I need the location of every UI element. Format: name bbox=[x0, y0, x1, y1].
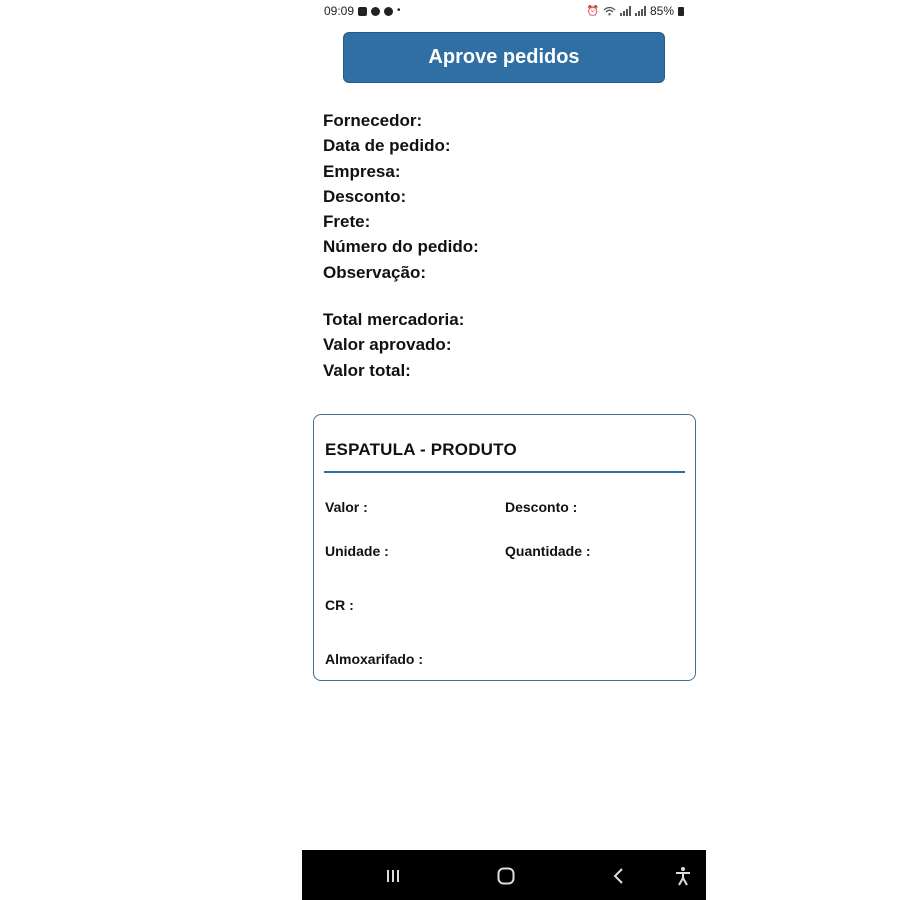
home-icon bbox=[496, 867, 516, 885]
recent-apps-button[interactable] bbox=[380, 864, 406, 888]
field-data-pedido: Data de pedido: bbox=[323, 136, 451, 156]
product-almoxarifado-label: Almoxarifado : bbox=[325, 651, 424, 667]
product-quantidade-label: Quantidade : bbox=[505, 543, 591, 559]
spacer bbox=[323, 285, 479, 307]
accessibility-icon bbox=[674, 866, 692, 886]
status-time: 09:09 bbox=[324, 4, 355, 18]
battery-icon bbox=[678, 7, 684, 16]
approve-orders-label: Aprove pedidos bbox=[428, 46, 580, 68]
gallery-icon bbox=[358, 7, 367, 16]
field-empresa: Empresa: bbox=[323, 161, 401, 181]
product-desconto-label: Desconto : bbox=[505, 499, 578, 515]
back-button[interactable] bbox=[606, 864, 632, 888]
product-unidade-label: Unidade : bbox=[325, 543, 389, 559]
field-valor-total: Valor total: bbox=[323, 360, 411, 380]
back-icon bbox=[611, 867, 627, 885]
home-button[interactable] bbox=[493, 864, 519, 888]
approve-orders-button[interactable] bbox=[343, 32, 665, 83]
field-valor-aprovado: Valor aprovado: bbox=[323, 335, 452, 355]
recent-apps-icon bbox=[384, 868, 402, 884]
dot-icon: • bbox=[397, 5, 401, 16]
field-observacao: Observação: bbox=[323, 262, 426, 282]
order-details bbox=[323, 108, 479, 383]
field-frete: Frete: bbox=[323, 212, 371, 232]
navigation-bar bbox=[302, 850, 706, 900]
accessibility-button[interactable] bbox=[670, 864, 696, 888]
messenger-icon bbox=[384, 7, 393, 16]
alarm-icon: ⏰ bbox=[586, 5, 599, 17]
product-title: ESPATULA - PRODUTO bbox=[325, 440, 517, 459]
field-fornecedor: Fornecedor: bbox=[323, 111, 423, 130]
status-right bbox=[587, 4, 684, 18]
wifi-icon bbox=[603, 6, 616, 16]
product-valor-label: Valor : bbox=[325, 499, 368, 515]
product-cr-label: CR : bbox=[325, 597, 354, 613]
product-divider bbox=[324, 471, 685, 473]
field-numero-pedido: Número do pedido: bbox=[323, 237, 479, 257]
battery-percent: 85% bbox=[649, 4, 674, 18]
phone-screen bbox=[302, 0, 706, 900]
signal-icon bbox=[635, 6, 646, 16]
field-desconto: Desconto: bbox=[323, 186, 407, 206]
product-card[interactable] bbox=[313, 414, 696, 681]
messenger-icon bbox=[371, 7, 380, 16]
signal-icon bbox=[620, 6, 631, 16]
status-left bbox=[324, 4, 401, 18]
field-total-mercadoria: Total mercadoria: bbox=[323, 310, 465, 330]
status-bar bbox=[302, 4, 706, 24]
